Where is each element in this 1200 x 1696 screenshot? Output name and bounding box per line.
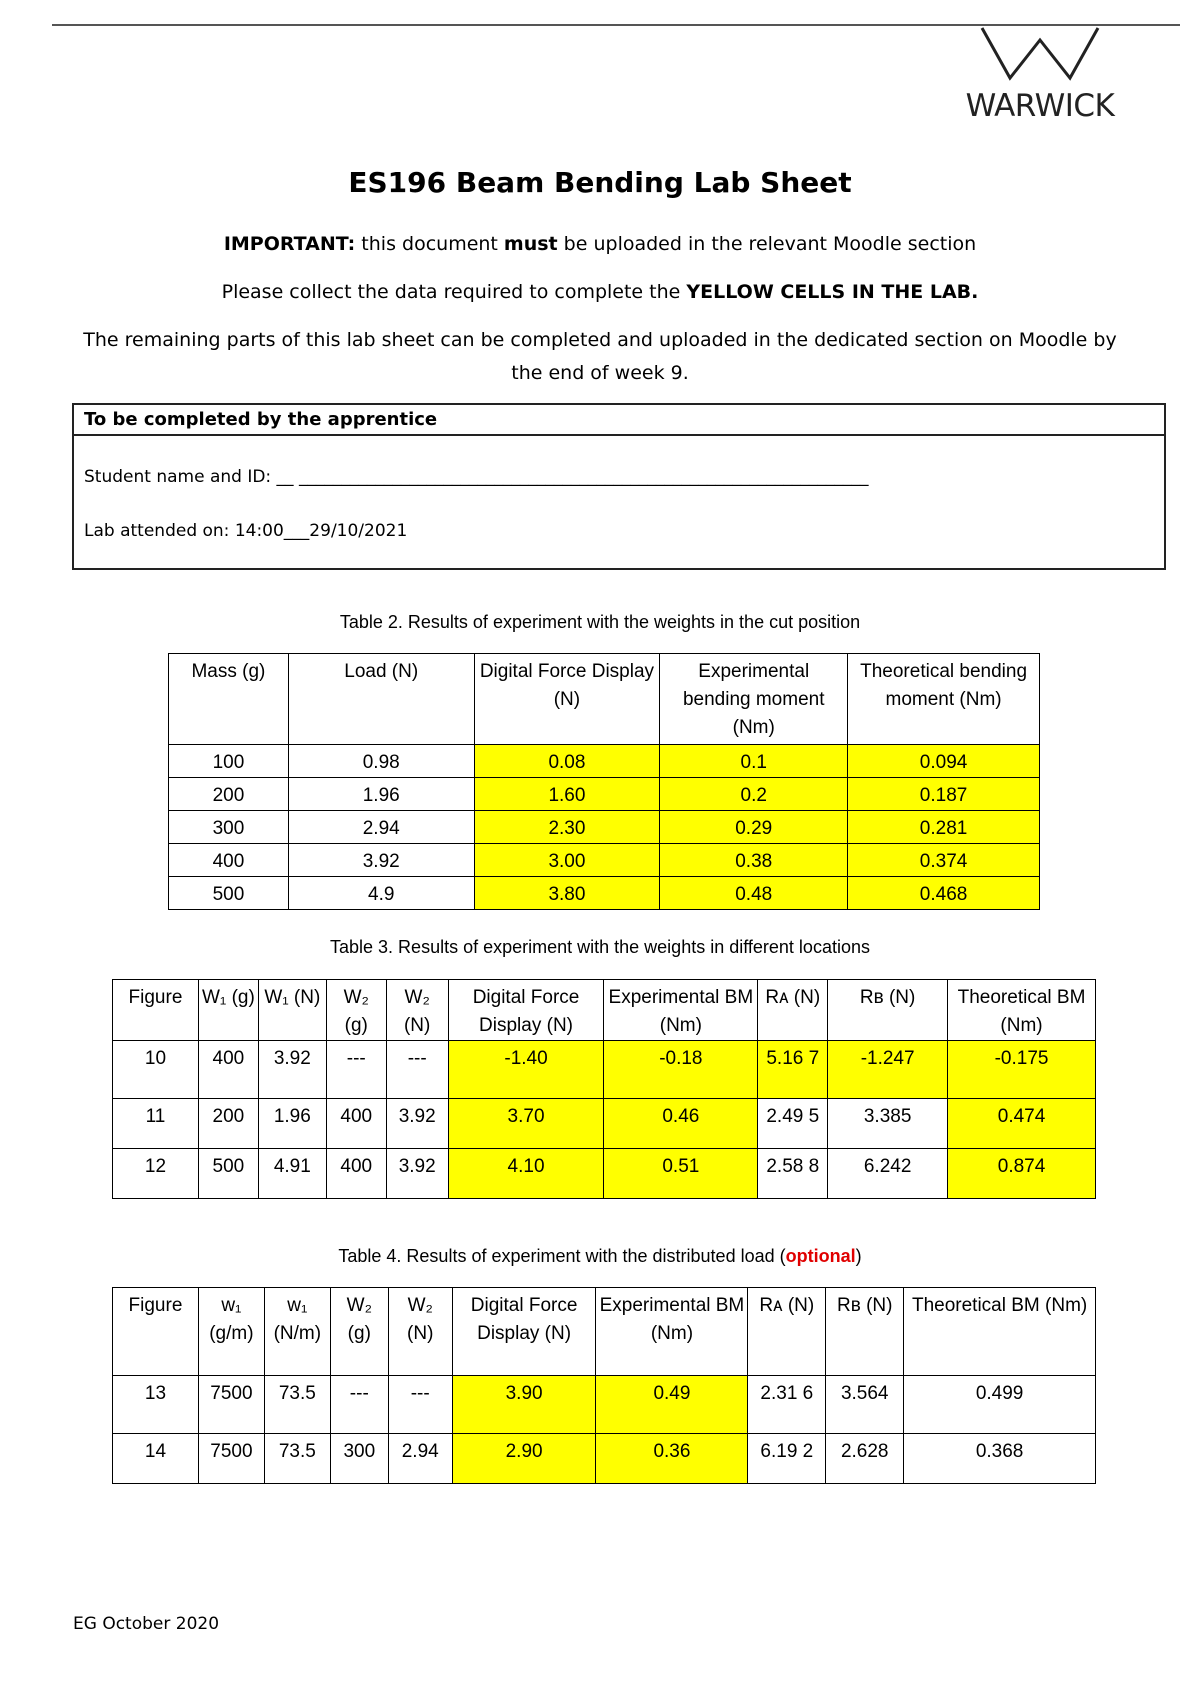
table-cell: 12 <box>113 1149 199 1199</box>
table-cell[interactable]: 0.474 <box>948 1099 1096 1149</box>
table-cell: 6.19 2 <box>748 1434 826 1484</box>
header-row <box>113 980 1096 1041</box>
table3 <box>112 979 1096 1199</box>
column-header: Experimental bending moment (Nm) <box>660 654 848 745</box>
apprentice-heading: To be completed by the apprentice <box>74 405 1164 436</box>
table-cell[interactable]: 0.094 <box>848 745 1040 778</box>
important-text-1: this document <box>355 233 504 255</box>
column-header: Digital Force Display (N) <box>474 654 660 745</box>
table3-caption: Table 3. Results of experiment with the weights in different locations <box>330 937 870 957</box>
apprentice-box <box>72 403 1166 570</box>
warwick-w-icon <box>980 26 1100 82</box>
lab-attended-field[interactable]: Lab attended on: 14:00___29/10/2021 <box>84 521 408 541</box>
table-cell[interactable]: 0.1 <box>660 745 848 778</box>
table-row <box>113 1149 1096 1199</box>
table-cell[interactable]: 0.36 <box>596 1434 748 1484</box>
table-cell[interactable]: 0.281 <box>848 811 1040 844</box>
column-header: Rʙ (N) <box>828 980 948 1041</box>
table-cell: 500 <box>169 877 289 910</box>
table-cell: 300 <box>169 811 289 844</box>
table4 <box>112 1287 1096 1484</box>
table-cell[interactable]: 0.468 <box>848 877 1040 910</box>
important-note <box>80 228 1120 261</box>
table-cell: --- <box>330 1376 388 1434</box>
table2-caption: Table 2. Results of experiment with the weights in the cut position <box>339 612 861 632</box>
table-cell[interactable]: 0.187 <box>848 778 1040 811</box>
table-cell[interactable]: 3.80 <box>474 877 660 910</box>
logo-text: WARWICK <box>965 88 1115 124</box>
collect-bold: YELLOW CELLS IN THE LAB. <box>686 281 979 303</box>
column-header: Digital Force Display (N) <box>452 1288 596 1376</box>
table-cell: 200 <box>198 1099 258 1149</box>
column-header: W₂ (g) <box>326 980 386 1041</box>
table4-caption-post: ) <box>855 1246 862 1266</box>
table-cell[interactable]: 0.38 <box>660 844 848 877</box>
table-row <box>169 877 1040 910</box>
footer-text: EG October 2020 <box>73 1614 220 1634</box>
column-header: Theoretical BM (Nm) <box>948 980 1096 1041</box>
column-header: W₂ (N) <box>388 1288 452 1376</box>
table-cell: 100 <box>169 745 289 778</box>
table-cell: 0.98 <box>288 745 474 778</box>
table-cell[interactable]: -1.40 <box>448 1041 604 1099</box>
table-cell[interactable]: 0.374 <box>848 844 1040 877</box>
table-cell: 200 <box>169 778 289 811</box>
table-row <box>169 745 1040 778</box>
column-header: Mass (g) <box>169 654 289 745</box>
table-cell: 2.58 8 <box>758 1149 828 1199</box>
table-cell[interactable]: 4.10 <box>448 1149 604 1199</box>
table-row <box>113 1099 1096 1149</box>
table-cell[interactable]: 0.08 <box>474 745 660 778</box>
table-cell: 400 <box>198 1041 258 1099</box>
column-header: Theoretical BM (Nm) <box>904 1288 1096 1376</box>
table-cell[interactable]: -1.247 <box>828 1041 948 1099</box>
table-row <box>169 811 1040 844</box>
header-row <box>169 654 1040 745</box>
important-must: must <box>503 233 558 255</box>
table-cell: 2.49 5 <box>758 1099 828 1149</box>
table-cell: 10 <box>113 1041 199 1099</box>
important-text-2: be uploaded in the relevant Moodle section <box>557 233 977 255</box>
optional-label: optional <box>785 1246 856 1266</box>
table-row <box>113 1041 1096 1099</box>
student-name-field[interactable]: Student name and ID: __ ___________________________________________________________________ <box>84 467 869 487</box>
column-header: Experimental BM (Nm) <box>604 980 758 1041</box>
column-header: Experimental BM (Nm) <box>596 1288 748 1376</box>
column-header: Digital Force Display (N) <box>448 980 604 1041</box>
page-title: ES196 Beam Bending Lab Sheet <box>348 166 852 199</box>
table-cell: 73.5 <box>264 1376 330 1434</box>
table-cell: 3.92 <box>258 1041 326 1099</box>
table-cell[interactable]: 2.30 <box>474 811 660 844</box>
header-row <box>113 1288 1096 1376</box>
table-cell[interactable]: 0.874 <box>948 1149 1096 1199</box>
table-cell: 0.499 <box>904 1376 1096 1434</box>
table4-caption-pre: Table 4. Results of experiment with the distributed load ( <box>338 1246 786 1266</box>
table-cell[interactable]: -0.175 <box>948 1041 1096 1099</box>
column-header: Rᴀ (N) <box>748 1288 826 1376</box>
table-cell: 400 <box>169 844 289 877</box>
table-cell: 0.368 <box>904 1434 1096 1484</box>
table-cell: 11 <box>113 1099 199 1149</box>
table-row <box>113 1434 1096 1484</box>
table-cell: 1.96 <box>258 1099 326 1149</box>
table-cell: 7500 <box>198 1376 264 1434</box>
table-cell: 4.9 <box>288 877 474 910</box>
table-cell: 2.94 <box>388 1434 452 1484</box>
table-cell[interactable]: 1.60 <box>474 778 660 811</box>
table-cell[interactable]: 2.90 <box>452 1434 596 1484</box>
column-header: w₁ (N/m) <box>264 1288 330 1376</box>
table-cell: 400 <box>326 1099 386 1149</box>
column-header: Load (N) <box>288 654 474 745</box>
table2 <box>168 653 1040 910</box>
important-label: IMPORTANT: <box>223 233 356 255</box>
table-cell[interactable]: 5.16 7 <box>758 1041 828 1099</box>
table-cell: 3.92 <box>288 844 474 877</box>
table-cell: 3.92 <box>386 1149 448 1199</box>
table-cell: --- <box>388 1376 452 1434</box>
table-cell: 300 <box>330 1434 388 1484</box>
table-cell: 3.564 <box>826 1376 904 1434</box>
table-cell: 2.628 <box>826 1434 904 1484</box>
table4-caption <box>0 1246 1200 1267</box>
table-row <box>169 778 1040 811</box>
table-cell[interactable]: -0.18 <box>604 1041 758 1099</box>
table-cell: --- <box>326 1041 386 1099</box>
table-cell[interactable]: 0.2 <box>660 778 848 811</box>
table-cell[interactable]: 0.29 <box>660 811 848 844</box>
column-header: Figure <box>113 980 199 1041</box>
warwick-logo <box>950 26 1130 126</box>
table-cell[interactable]: 3.70 <box>448 1099 604 1149</box>
table-cell[interactable]: 0.48 <box>660 877 848 910</box>
table-cell: 3.385 <box>828 1099 948 1149</box>
table-cell[interactable]: 0.46 <box>604 1099 758 1149</box>
table-cell: 14 <box>113 1434 199 1484</box>
collect-note <box>80 276 1120 309</box>
table-cell[interactable]: 0.49 <box>596 1376 748 1434</box>
table-cell: 13 <box>113 1376 199 1434</box>
column-header: Figure <box>113 1288 199 1376</box>
column-header: Theoretical bending moment (Nm) <box>848 654 1040 745</box>
table-cell: 2.31 6 <box>748 1376 826 1434</box>
table-cell: 2.94 <box>288 811 474 844</box>
table-cell: 6.242 <box>828 1149 948 1199</box>
collect-text: Please collect the data required to complete the <box>221 281 687 303</box>
table-cell: --- <box>386 1041 448 1099</box>
table-cell: 7500 <box>198 1434 264 1484</box>
table-cell: 500 <box>198 1149 258 1199</box>
table-cell: 4.91 <box>258 1149 326 1199</box>
column-header: w₁ (g/m) <box>198 1288 264 1376</box>
table-cell: 400 <box>326 1149 386 1199</box>
column-header: Rᴀ (N) <box>758 980 828 1041</box>
table-cell: 3.92 <box>386 1099 448 1149</box>
column-header: W₁ (N) <box>258 980 326 1041</box>
column-header: W₂ (N) <box>386 980 448 1041</box>
table-cell[interactable]: 0.51 <box>604 1149 758 1199</box>
remaining-note: The remaining parts of this lab sheet can be completed and uploaded in the dedicated section on Moodle by the end of week 9. <box>83 329 1117 384</box>
table-cell[interactable]: 3.90 <box>452 1376 596 1434</box>
column-header: W₂ (g) <box>330 1288 388 1376</box>
table-cell: 73.5 <box>264 1434 330 1484</box>
table-cell[interactable]: 3.00 <box>474 844 660 877</box>
table-cell: 1.96 <box>288 778 474 811</box>
table-row <box>169 844 1040 877</box>
table-row <box>113 1376 1096 1434</box>
column-header: Rʙ (N) <box>826 1288 904 1376</box>
column-header: W₁ (g) <box>198 980 258 1041</box>
